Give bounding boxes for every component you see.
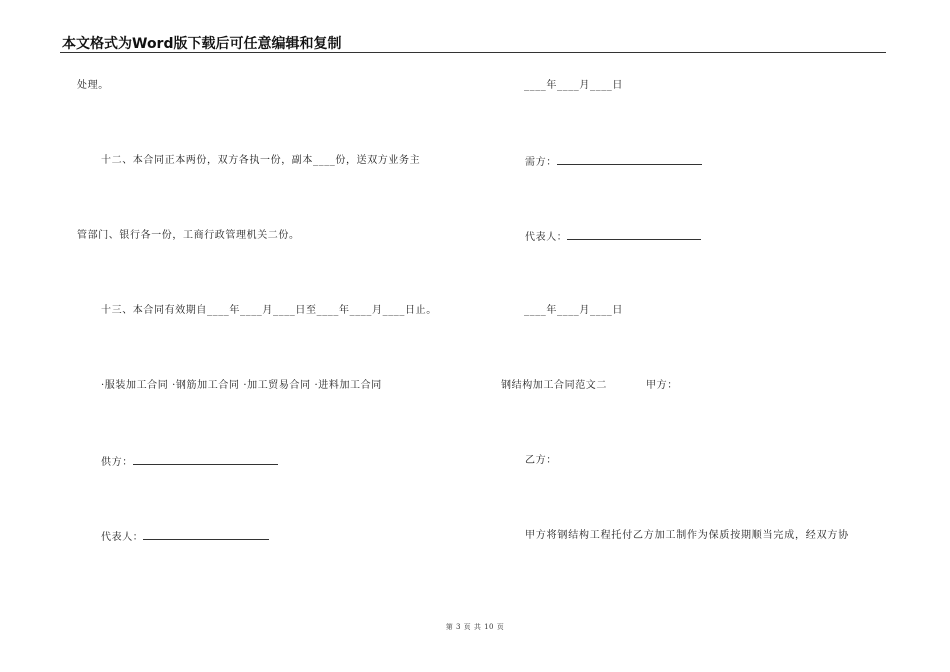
clause-twelve-continuation: 管部门、银行各一份，工商行政管理机关二份。: [77, 230, 300, 241]
paragraph-intro-line: 甲方将钢结构工程托付乙方加工制作为保质按期顺当完成，经双方协: [525, 530, 849, 541]
date-line-1: ____年____月____日: [524, 80, 623, 91]
document-header-title: 本文格式为Word版下载后可任意编辑和复制: [62, 36, 342, 52]
supplier-representative-blank: [143, 529, 269, 540]
buyer-representative-blank: [567, 229, 701, 240]
party-a-label: 甲方：: [646, 380, 678, 391]
buyer-label: 需方：: [525, 157, 557, 168]
section-title-sample-two: 钢结构加工合同范文二: [501, 380, 607, 391]
buyer-representative-label: 代表人：: [525, 232, 568, 243]
header-divider: [60, 52, 886, 53]
related-contracts-links[interactable]: ·服装加工合同 ·钢筋加工合同 ·加工贸易合同 ·进料加工合同: [101, 380, 382, 391]
buyer-representative-line: [525, 229, 701, 245]
buyer-signature-blank: [557, 154, 702, 165]
buyer-signature-line: [525, 154, 702, 170]
supplier-representative-line: [101, 529, 269, 545]
supplier-signature-blank: [133, 454, 278, 465]
clause-thirteen-line: 十三、本合同有效期自____年____月____日至____年____月____日止。: [101, 305, 437, 316]
text-line-processing: 处理。: [77, 80, 109, 91]
clause-twelve-line: 十二、本合同正本两份，双方各执一份，副本____份，送双方业务主: [101, 155, 421, 166]
page-number-footer: 第 3 页 共 10 页: [445, 623, 505, 631]
date-line-2: ____年____月____日: [524, 305, 623, 316]
supplier-label: 供方：: [101, 457, 133, 468]
party-b-label: 乙方：: [525, 455, 557, 466]
supplier-signature-line: [101, 454, 278, 470]
supplier-representative-label: 代表人：: [101, 532, 144, 543]
